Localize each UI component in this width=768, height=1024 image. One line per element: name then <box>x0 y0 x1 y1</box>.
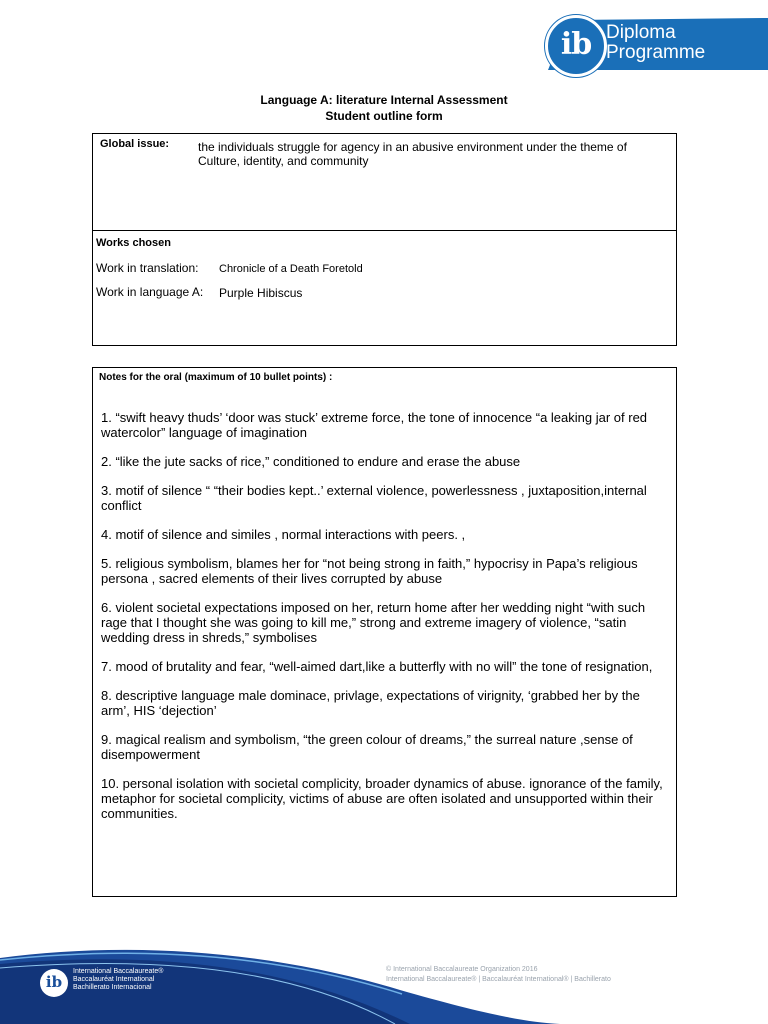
ib-logo-mark: ib <box>560 27 592 62</box>
notes-list <box>101 410 666 835</box>
box-divider <box>93 230 676 231</box>
note-item: 8. descriptive language male dominace, privlage, expectations of virignity, ‘grabbed her by the arm’, HIS ‘dejection’ <box>101 688 640 718</box>
logo-line-1: Diploma <box>606 22 676 43</box>
global-issue-line-2: Culture, identity, and community <box>198 154 369 168</box>
global-issue-value <box>198 140 627 168</box>
outline-box <box>92 133 677 346</box>
works-chosen-label: Works chosen <box>96 237 171 249</box>
note-item: 7. mood of brutality and fear, “well-aimed dart,like a butterfly with no will” the tone of resignation, <box>101 659 653 674</box>
form-title: Language A: literature Internal Assessment <box>260 93 508 107</box>
note-item: 5. religious symbolism, blames her for “not being strong in faith,” hypocrisy in Papa’s religious persona , sacred elements of their lives corrupted by abuse <box>101 556 638 586</box>
work-in-language-a-label: Work in language A: <box>96 285 204 299</box>
note-item: 6. violent societal expectations imposed on her, return home after her wedding night “with such rage that I thought she was going to kill me,” strong and extreme imagery of violence, “satin wedding dress in shreds,” symbolises <box>101 600 646 645</box>
footer-org-line-2: Baccalauréat International <box>73 976 155 983</box>
notes-box <box>92 367 677 897</box>
note-item: 10. personal isolation with societal complicity, broader dynamics of abuse. ignorance of the family, metaphor for societal complicity, victims of abuse are often isolated and unsupported within their communities. <box>101 776 663 821</box>
diploma-programme-text <box>606 23 705 63</box>
work-in-translation-value: Chronicle of a Death Foretold <box>219 263 363 275</box>
copyright-line-1: © International Baccalaureate Organization 2016 <box>386 966 538 973</box>
global-issue-label: Global issue: <box>100 138 170 150</box>
note-item: 1. “swift heavy thuds’ ‘door was stuck’ extreme force, the tone of innocence “a leaking jar of red watercolor” language of imagination <box>101 410 648 440</box>
copyright-line-2: International Baccalaureate® | Baccalauréat International® | Bachillerato <box>386 976 611 983</box>
work-in-translation-label: Work in translation: <box>96 261 199 275</box>
footer-ib-logo-mark: ib <box>45 973 63 991</box>
ib-logo <box>545 15 607 77</box>
footer-ib-logo <box>40 969 68 997</box>
footer-org-names <box>73 968 163 992</box>
footer-org-line-1: International Baccalaureate® <box>73 968 164 975</box>
note-item: 3. motif of silence “ “their bodies kept..’ external violence, powerlessness , juxtaposition,internal conflict <box>101 483 647 513</box>
notes-heading: Notes for the oral (maximum of 10 bullet points) : <box>99 372 333 383</box>
note-item: 4. motif of silence and similes , normal interactions with peers. , <box>101 527 466 542</box>
note-item: 9. magical realism and symbolism, “the green colour of dreams,” the surreal nature ,sense of disempowerment <box>101 732 633 762</box>
copyright-notice <box>386 965 611 985</box>
form-subtitle: Student outline form <box>325 109 443 123</box>
global-issue-line-1: the individuals struggle for agency in an abusive environment under the theme of <box>198 140 627 154</box>
note-item: 2. “like the jute sacks of rice,” conditioned to endure and erase the abuse <box>101 454 521 469</box>
work-in-language-a-value: Purple Hibiscus <box>219 286 303 300</box>
footer-org-line-3: Bachillerato Internacional <box>73 984 152 991</box>
logo-line-2: Programme <box>606 42 706 63</box>
